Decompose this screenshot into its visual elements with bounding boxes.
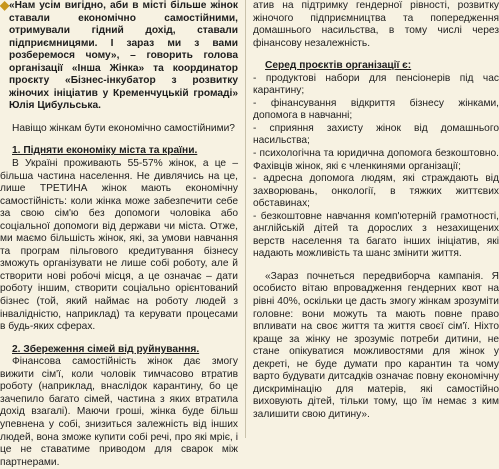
section2-text: Фінансова самостійність жінок дає змогу вижити сім'ї, коли чоловік тимчасово втратив роботу (наприклад, внаслідок карантину, бо це зачепило багато сімей, частина з яких втратила дохід взагалі). Маючи гроші, жінка буде більш упевнена у собі, знизиться залежність від інших людей, вона зможе купити собі речі, про які мріє, і це не ставатиме приводом для сварок між партнерами. — [0, 356, 238, 468]
intro-quote — [0, 0, 238, 113]
project-item: - продуктові набори для пенсіонерів під час карантину; — [253, 72, 499, 97]
projects-heading: Серед проєктів організації є: — [265, 60, 412, 72]
section2-heading: 2. Збереження сімей від руйнування. — [12, 343, 200, 355]
section1-heading: 1. Підняти економіку міста та країни. — [12, 145, 198, 157]
continuation-text: атив на підтримку гендерної рівності, розвитку жіночого підприємництва та попередження домашнього насильства, в тому числі через фінансову незалежність. — [253, 0, 499, 49]
left-column — [0, 0, 238, 469]
quote-marker-icon: ◆ — [0, 0, 10, 12]
section1-text: В Україні проживають 55-57% жінок, а це – більша частина населення. Не дивлячись на це, лише ТРЕТИНА жінок мають економічну самостійність: коли жінка може забезпечити себе за свою сім'ю без допомоги чоловіка або соціальної допомоги від держави чи міста. Отже, ми маємо більшість жінок, які, за умови навчання та програм пільгового кредитування бізнесу зможуть організувати не лише собі роботу, але й створити нові робочі місця, а це означає – дати роботу іншим, створити соціально орієнтований бізнес (той, який наймає на роботу людей з інвалідністю, наприклад) та керувати процесами в будь-яких сферах. — [0, 158, 238, 333]
project-item: - безкоштовне навчання комп'ютерній грамотності, англійській дітей та дорослих з незахищених верств населення та багато інших ініціатив, які надають можливість та шанс змінити життя. — [253, 210, 499, 260]
project-item: - психологічна та юридична допомога безкоштовно. Фахівців жінок, які є членкинями організації; — [253, 148, 499, 172]
intro-quote-text: «Нам усім вигідно, аби в місті більше жінок ставали економічно самостійними, отримували гідний дохід, ставали підприємницями. І зараз ми з вами розберемося чому», – говорить голова організації «Інша Жінка» та координатор проєкту «Бізнес-інкубатор з розвитку жіночих ініціатив у Кременчуцькій громаді» Юлія Цибульська. — [9, 0, 238, 112]
section-question: Навіщо жінкам бути економічно самостійними? — [12, 122, 235, 134]
project-item: - фінансування відкриття бізнесу жінками, допомога в навчанні; — [253, 97, 499, 122]
project-item: - сприяння захисту жінок від домашнього насильства; — [253, 122, 499, 147]
column-divider — [245, 0, 246, 438]
project-item: - адресна допомога людям, які страждають від захворювань, онкології, в тяжких життєвих обставинах; — [253, 173, 499, 210]
right-column — [253, 0, 499, 422]
closing-quote: «Зараз почнеться передвиборча кампанія. Я особисто вітаю впровадження гендерних квот на рівні 40%, оскільки це дасть змогу жінкам зрозуміти головне: вони можуть та мають повне право впливати на своє життя та життя своєї сім'ї. Ніхто краще за жінку не зрозуміє потреби дитини, не стане опікуватися можливостями для жінок у декреті, не буде думати про карантин та чому варто будувати дитсадків означає повну економічну дискримінацію для матерів, які самостійно виховують дітей, тільки тому, що їм немає з ким залишити свою дитину». — [253, 270, 499, 420]
